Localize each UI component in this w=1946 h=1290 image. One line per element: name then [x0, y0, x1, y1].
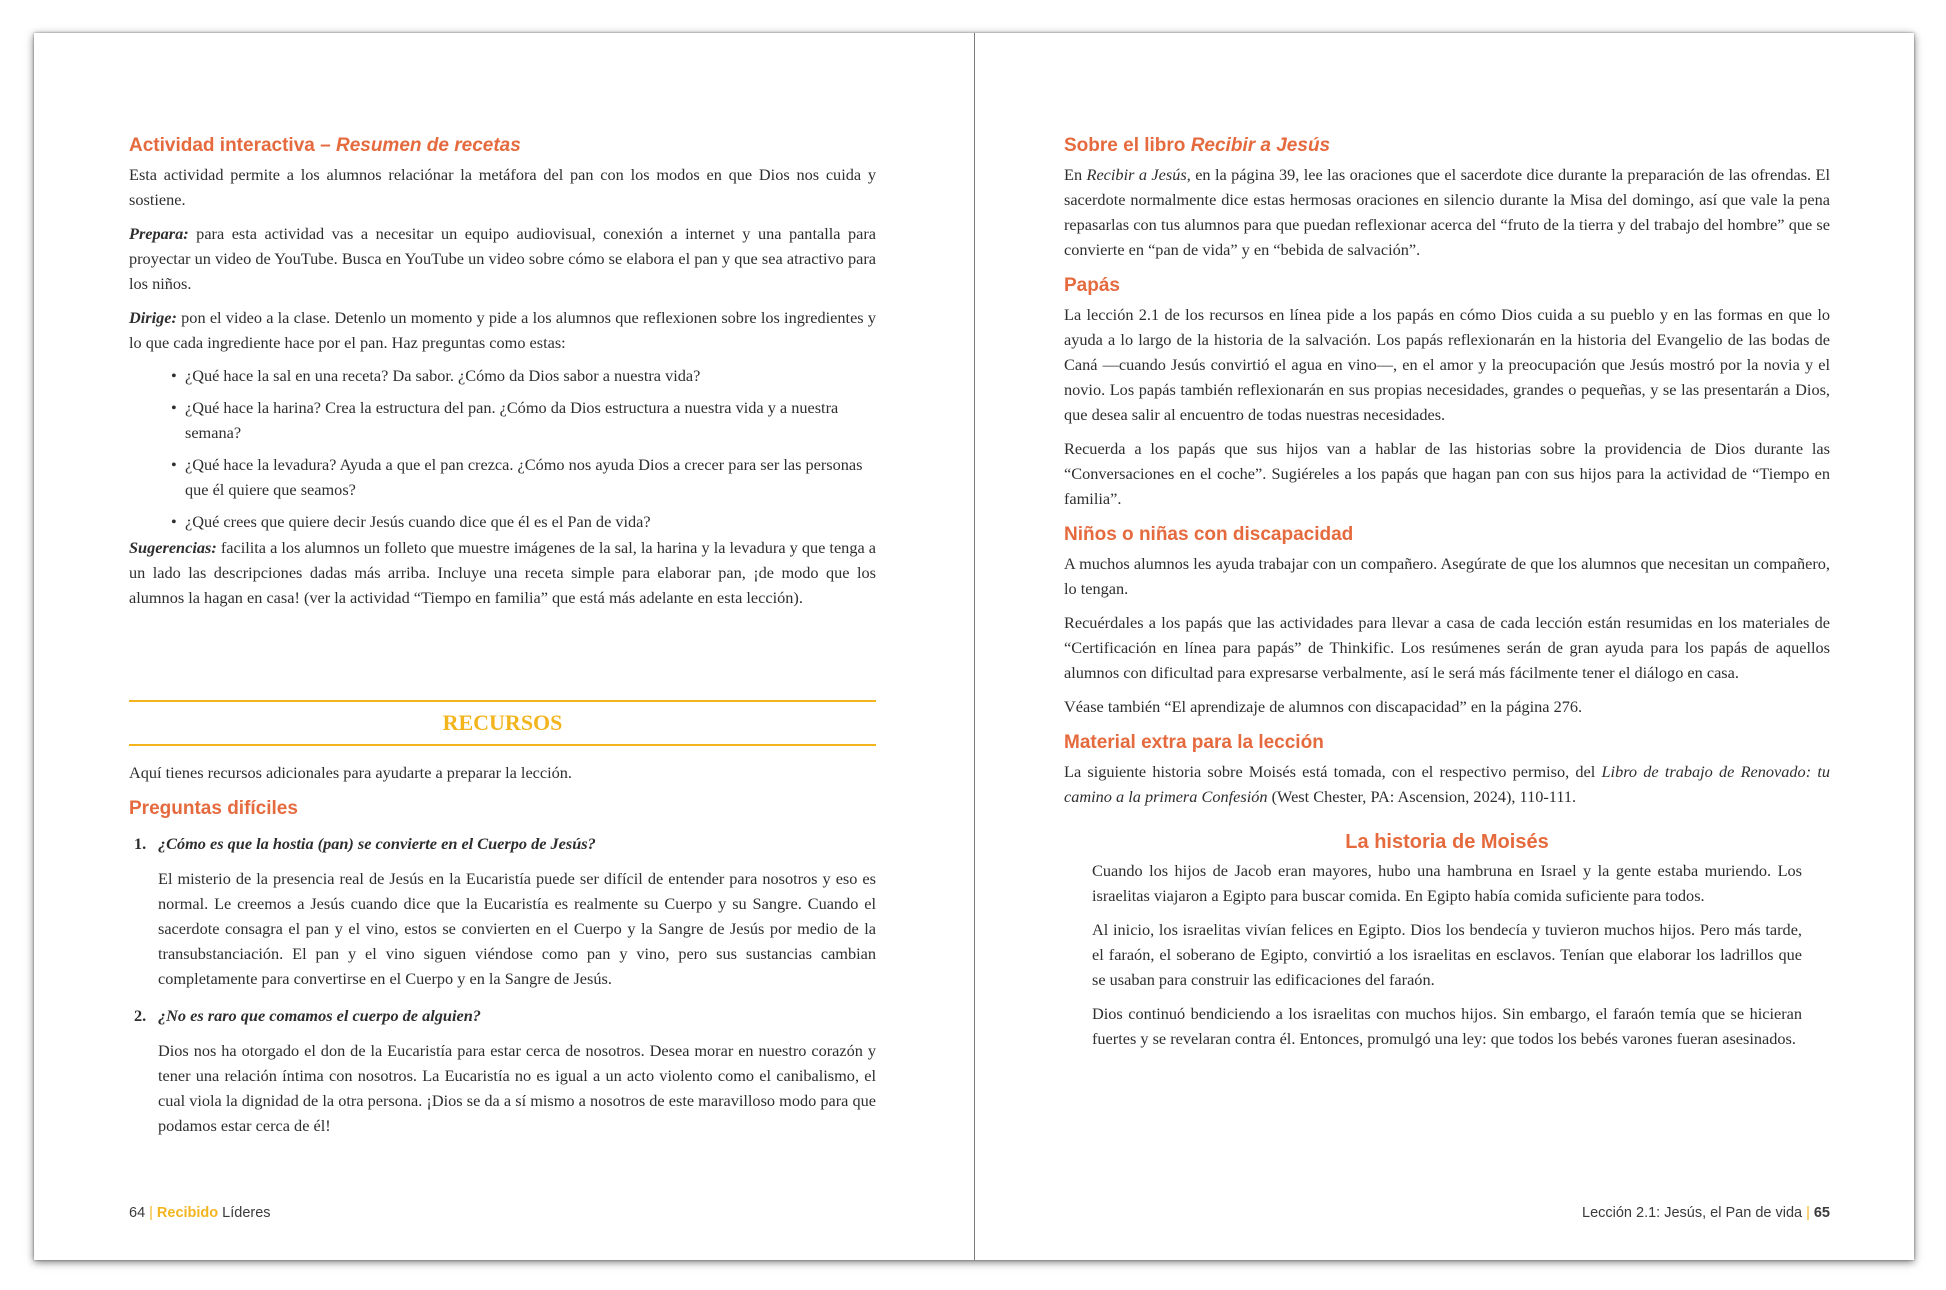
- answer-2: Dios nos ha otorgado el don de la Eucaristía para estar cerca de nosotros. Desea morar en nuestro corazón y tener una relación íntima con nosotros. La Eucaristía no es igual a un acto violento como el canibalismo, el cual viola la dignidad de la otra persona. ¡Dios se da a sí mismo a nosotros de este maravilloso modo para que podamos estar cerca de él!: [158, 1041, 876, 1135]
- ninos-paragraph-2: Recuérdales a los papás que las actividades para llevar a casa de cada lección están resumidas en los materiales de “Certificación en línea para papás” de Thinkific. Los resúmenes serán de gran ayuda para los papás de aquellos alumnos con dificultad para expresarse verbalmente, así le será más fácilmente tener el diálogo en casa.: [1064, 613, 1830, 682]
- papas-paragraph-2: Recuerda a los papás que sus hijos van a hablar de las historias sobre la providencia de Dios durante las “Conversaciones en el coche”. Sugiéreles a los papás que hagan pan con sus hijos para la actividad de “Tiempo en familia”.: [1064, 439, 1830, 508]
- left-resources: [129, 760, 876, 1138]
- story-paragraph: Al inicio, los israelitas vivían felices en Egipto. Dios los bendecía y tuvieron muchos hijos. Pero más tarde, el faraón, el soberano de Egipto, convirtió a los israelitas en esclavos. Tenían que elaborar los ladrillos que se usaban para construir las edificaciones del faraón.: [1092, 920, 1802, 989]
- actividad-intro: Esta actividad permite a los alumnos relaciónar la metáfora del pan con los modos en que Dios nos cuida y sostiene.: [129, 165, 876, 209]
- recursos-intro: Aquí tienes recursos adicionales para ayudarte a preparar la lección.: [129, 763, 572, 782]
- page-number: 64: [129, 1205, 146, 1221]
- right-page-content: [1064, 134, 1830, 1051]
- question-1: 1. ¿Cómo es que la hostia (pan) se convierte en el Cuerpo de Jesús?: [134, 834, 596, 853]
- heading-actividad: Actividad interactiva – Resumen de recetas: [129, 135, 521, 156]
- heading-material: Material extra para la lección: [1064, 732, 1324, 753]
- recursos-banner: RECURSOS: [129, 700, 876, 746]
- list-item: • ¿Qué hace la harina? Crea la estructura del pan. ¿Cómo da Dios estructura a nuestra vida y a nuestra semana?: [171, 398, 839, 442]
- heading-ninos: Niños o niñas con discapacidad: [1064, 524, 1354, 545]
- page-number: 65: [1813, 1205, 1830, 1221]
- moises-story: [1064, 858, 1830, 1051]
- material-paragraph: La siguiente historia sobre Moisés está tomada, con el respectivo permiso, del Libro de trabajo de Renovado: tu camino a la primera Confesión (West Chester, PA: Ascension, 2024), 110-111.: [1064, 762, 1830, 806]
- prepara-paragraph: Prepara: para esta actividad vas a necesitar un equipo audiovisual, conexión a internet y una pantalla para proyectar un video de YouTube. Busca en YouTube un video sobre cómo se elabora el pan y que sea atractivo para los niños.: [129, 224, 876, 293]
- story-paragraph: Dios continuó bendiciendo a los israelitas con muchos hijos. Sin embargo, el faraón temía que se hicieran fuertes y se revelaran contra él. Entonces, promulgó una ley: que todos los bebés varones fueran asesinados.: [1092, 1004, 1802, 1048]
- papas-paragraph-1: La lección 2.1 de los recursos en línea pide a los papás en cómo Dios cuida a su pueblo y en las formas en que lo ayuda a lo largo de la historia de la salvación. Los papás reflexionarán en la historia del Evangelio de las bodas de Caná —cuando Jesús convirtió el agua en vino—, en el amor y la preocupación que Jesús mostró por la novia y el novio. Los papás también reflexionarán en sus propias necesidades, grandes o pequeñas, y se las presentarán a Dios, que desea salir al encuentro de todas nuestras necesidades.: [1064, 305, 1830, 424]
- question-2: 2. ¿No es raro que comamos el cuerpo de alguien?: [134, 1006, 481, 1025]
- ninos-paragraph-1: A muchos alumnos les ayuda trabajar con un compañero. Asegúrate de que los alumnos que necesitan un compañero, lo tengan.: [1064, 554, 1830, 598]
- dirige-paragraph: Dirige: pon el video a la clase. Detenlo un momento y pide a los alumnos que reflexionen sobre los ingredientes y lo que cada ingrediente hace por el pan. Haz preguntas como estas:: [129, 308, 876, 352]
- ninos-paragraph-3: Véase también “El aprendizaje de alumnos con discapacidad” en la página 276.: [1064, 697, 1583, 716]
- list-item: • ¿Qué hace la levadura? Ayuda a que el pan crezca. ¿Cómo nos ayuda Dios a crecer para ser las personas que él quiere que seamos?: [171, 455, 863, 499]
- heading-preguntas: Preguntas difíciles: [129, 798, 298, 819]
- heading-papas: Papás: [1064, 275, 1120, 296]
- heading-moises: La historia de Moisés: [1345, 831, 1549, 853]
- left-footer: 64 | Recibido Líderes: [129, 1205, 271, 1221]
- question-list: [129, 363, 876, 534]
- left-page-content: [129, 134, 876, 610]
- heading-sobre-libro: Sobre el libro Recibir a Jesús: [1064, 135, 1331, 156]
- answer-1: El misterio de la presencia real de Jesús en la Eucaristía puede ser difícil de entender para nosotros y eso es normal. Le creemos a Jesús cuando dice que la Eucaristía es realmente su Cuerpo y su Sangre. Cuando el sacerdote consagra el pan y el vino, estos se convierten en el Cuerpo y la Sangre de Jesús por medio de la transubstanciación. El pan y el vino siguen viéndose como pan y vino, pero sus sustancias cambian completamente para convertirse en el Cuerpo y en la Sangre de Jesús.: [158, 869, 876, 988]
- right-footer: Lección 2.1: Jesús, el Pan de vida | 65: [1582, 1205, 1830, 1221]
- story-paragraph: Cuando los hijos de Jacob eran mayores, hubo una hambruna en Israel y la gente estaba muriendo. Los israelitas viajaron a Egipto para buscar comida. En Egipto había comida suficiente para todos.: [1092, 861, 1802, 905]
- footer-brand: Recibido: [156, 1205, 219, 1221]
- page-gutter: [974, 33, 975, 1260]
- list-item: • ¿Qué hace la sal en una receta? Da sabor. ¿Cómo da Dios sabor a nuestra vida?: [171, 366, 701, 385]
- sobre-paragraph: En Recibir a Jesús, en la página 39, lee las oraciones que el sacerdote dice durante la preparación de las ofrendas. El sacerdote normalmente dice estas hermosas oraciones en silencio durante la Misa del domingo, así que vale la pena repasarlas con tus alumnos para que puedan reflexionar acerca del “fruto de la tierra y del trabajo del hombre” que se convierte en “pan de vida” y en “bebida de salvación”.: [1064, 165, 1831, 259]
- sugerencias-paragraph: Sugerencias: facilita a los alumnos un folleto que muestre imágenes de la sal, la harina y la levadura y que tenga a un lado las descripciones dadas más arriba. Incluye una receta simple para elaborar pan, ¡de modo que los alumnos la hagan en casa! (ver la actividad “Tiempo en familia” que está más adelante en esta lección).: [129, 538, 876, 607]
- list-item: • ¿Qué crees que quiere decir Jesús cuando dice que él es el Pan de vida?: [171, 512, 651, 531]
